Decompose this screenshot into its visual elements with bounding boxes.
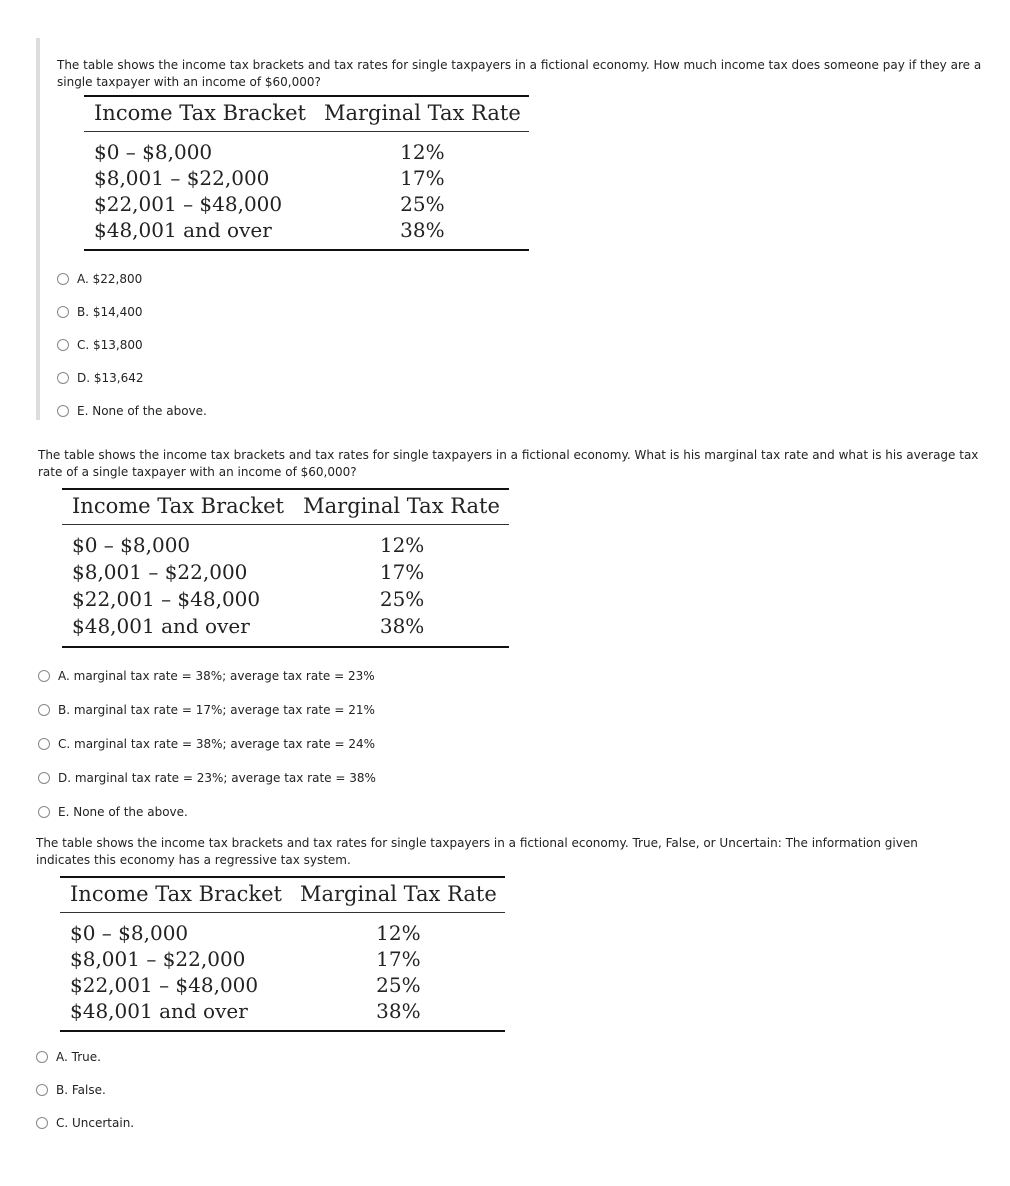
table-row [84,191,529,217]
option-label: E. None of the above. [77,403,207,418]
bracket-cell: $8,001 – $22,000 [94,166,270,190]
rate-cell: 25% [379,587,425,611]
column-header-bracket: Income Tax Bracket [84,96,314,132]
radio-button[interactable] [36,1117,48,1129]
bracket-cell: $22,001 – $48,000 [94,192,283,216]
table-row [60,946,505,972]
rate-cell: 25% [376,973,421,997]
radio-button[interactable] [38,738,50,750]
tax-bracket-table [60,876,505,1032]
option-label: E. None of the above. [58,805,188,819]
answer-option[interactable] [36,1106,134,1139]
answer-option[interactable] [38,795,376,829]
radio-button[interactable] [38,704,50,716]
rate-cell: 17% [400,166,445,190]
bracket-cell: $0 – $8,000 [70,921,189,945]
bracket-cell: $8,001 – $22,000 [70,947,246,971]
column-header-rate: Marginal Tax Rate [293,489,509,525]
question-prompt: The table shows the income tax brackets and tax rates for single taxpayers in a fictional economy. What is his marginal tax rate and what is his average tax rate of a single taxpayer with an income of $60,000? [38,448,979,479]
column-header-bracket: Income Tax Bracket [60,877,290,913]
answer-option[interactable] [57,262,207,295]
table-row [62,586,509,613]
radio-button[interactable] [38,806,50,818]
rate-cell: 12% [400,140,445,164]
bracket-cell: $22,001 – $48,000 [70,973,259,997]
rate-cell: 17% [379,560,425,584]
option-label: D. $13,642 [77,370,144,385]
column-header-bracket: Income Tax Bracket [62,489,293,525]
question-focus-bar [36,38,40,420]
rate-cell: 17% [376,947,421,971]
answer-options [36,1040,134,1139]
column-header-rate: Marginal Tax Rate [290,877,505,913]
rate-cell: 12% [379,533,425,557]
bracket-cell: $0 – $8,000 [94,140,213,164]
table-row [60,998,505,1031]
radio-button[interactable] [57,273,69,285]
radio-button[interactable] [57,405,69,417]
option-label: B. False. [56,1082,106,1097]
option-label: A. True. [56,1049,101,1064]
radio-button[interactable] [57,339,69,351]
rate-cell: 38% [400,218,445,242]
table-row [60,913,505,947]
radio-button[interactable] [38,670,50,682]
option-label: C. Uncertain. [56,1115,135,1130]
question-prompt: The table shows the income tax brackets and tax rates for single taxpayers in a fictional economy. How much income tax does someone pay if they are a single taxpayer with an income of $60,000? [57,58,982,89]
table-row [60,972,505,998]
answer-option[interactable] [57,361,207,394]
tax-bracket-table [84,95,529,251]
question-1 [36,38,996,420]
answer-option[interactable] [36,1040,134,1073]
answer-option[interactable] [57,328,207,361]
option-label: A. marginal tax rate = 38%; average tax rate = 23% [58,669,375,683]
answer-option[interactable] [38,727,376,761]
table-row [62,613,509,647]
option-label: B. $14,400 [77,304,143,319]
answer-option[interactable] [57,295,207,328]
rate-cell: 12% [376,921,421,945]
option-label: D. marginal tax rate = 23%; average tax rate = 38% [58,771,376,785]
table-row [62,559,509,586]
table-row [84,217,529,250]
answer-option[interactable] [38,761,376,795]
bracket-cell: $22,001 – $48,000 [72,587,261,611]
table-row [84,132,529,166]
answer-option[interactable] [57,394,207,427]
answer-option[interactable] [38,659,376,693]
table-row [84,165,529,191]
question-prompt: The table shows the income tax brackets and tax rates for single taxpayers in a fictional economy. True, False, or Uncertain: The information given indicates this economy has a regressive tax system. [36,836,918,867]
radio-button[interactable] [57,306,69,318]
bracket-cell: $48,001 and over [70,999,248,1023]
bracket-cell: $48,001 and over [94,218,272,242]
table-row [62,525,509,560]
answer-options [38,659,376,829]
bracket-cell: $0 – $8,000 [72,533,191,557]
rate-cell: 38% [379,614,425,638]
bracket-cell: $48,001 and over [72,614,250,638]
answer-option[interactable] [36,1073,134,1106]
bracket-cell: $8,001 – $22,000 [72,560,248,584]
radio-button[interactable] [38,772,50,784]
option-label: C. $13,800 [77,337,143,352]
radio-button[interactable] [57,372,69,384]
answer-option[interactable] [38,693,376,727]
tax-bracket-table [62,488,509,648]
rate-cell: 38% [376,999,421,1023]
column-header-rate: Marginal Tax Rate [314,96,529,132]
option-label: B. marginal tax rate = 17%; average tax rate = 21% [58,703,375,717]
rate-cell: 25% [400,192,445,216]
radio-button[interactable] [36,1084,48,1096]
option-label: C. marginal tax rate = 38%; average tax rate = 24% [58,737,376,751]
option-label: A. $22,800 [77,271,143,286]
answer-options [57,262,207,427]
radio-button[interactable] [36,1051,48,1063]
